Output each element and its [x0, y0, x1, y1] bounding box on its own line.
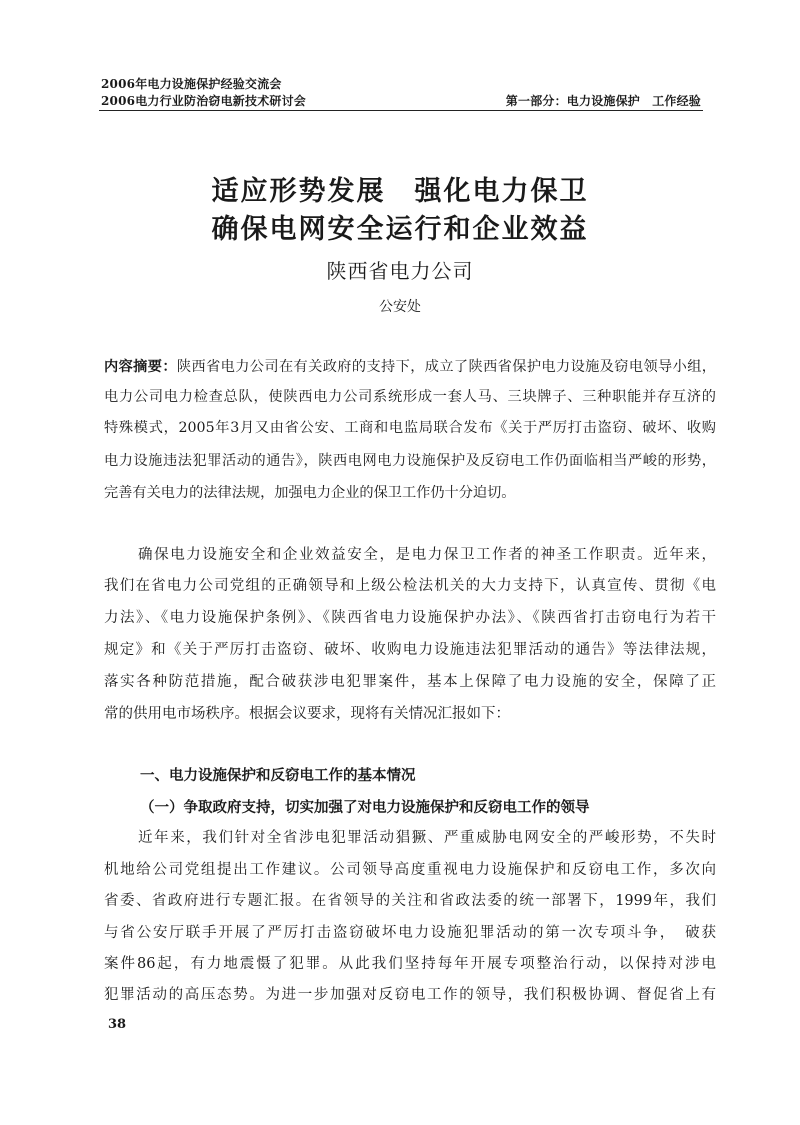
intro-line: 我们在省电力公司党组的正确领导和上级公检法机关的大力支持下，认真宣传、贯彻《电: [104, 578, 716, 594]
body-line: 机地给公司党组提出工作建议。公司领导高度重视电力设施保护和反窃电工作，多次向: [104, 862, 716, 878]
abstract-line: 电力公司电力检查总队，使陕西电力公司系统形成一套人马、三块牌子、三种职能并存互济的: [104, 389, 716, 405]
abstract-label: 内容摘要：: [104, 359, 177, 375]
body-line: 案件86起，有力地震慑了犯罪。从此我们坚持每年开展专项整治行动，以保持对涉电: [104, 956, 716, 972]
intro-line: 规定》和《关于严厉打击盗窃、破坏、收购电力设施违法犯罪活动的通告》等法律法规，: [104, 642, 716, 658]
department: 公安处: [379, 299, 421, 315]
intro-line: 力法》、《电力设施保护条例》、《陕西省电力设施保护办法》、《陕西省打击窃电行为若干: [104, 610, 716, 626]
abstract-line: 特殊模式，2005年3月又由省公安、工商和电监局联合发布《关于严厉打击盗窃、破坏、收购: [104, 420, 716, 436]
body-line: 省委、省政府进行专题汇报。在省领导的关注和省政法委的统一部署下，1999年，我们: [104, 893, 716, 909]
abstract-text: 陕西省电力公司在有关政府的支持下，成立了陕西省保护电力设施及窃电领导小组，: [176, 359, 716, 375]
intro-line: 确保电力设施安全和企业效益安全，是电力保卫工作者的神圣工作职责。近年来，: [138, 547, 716, 563]
header-rule: [99, 110, 703, 111]
header-conference-2: 2006电力行业防治窃电新技术研讨会: [101, 94, 306, 108]
intro-line: 常的供用电市场秩序。根据会议要求，现将有关情况汇报如下：: [104, 706, 510, 722]
title-line-1: 适应形势发展 强化电力保卫: [211, 176, 589, 207]
author: 陕西省电力公司: [326, 259, 474, 283]
title-line-2: 确保电网安全运行和企业效益: [211, 214, 589, 245]
section-heading: 一、电力设施保护和反窃电工作的基本情况: [140, 767, 416, 784]
page-number: 38: [108, 1017, 127, 1032]
subsection-heading: （一）争取政府支持，切实加强了对电力设施保护和反窃电工作的领导: [140, 799, 590, 816]
intro-line: 落实各种防范措施，配合破获涉电犯罪案件，基本上保障了电力设施的安全，保障了正: [104, 674, 716, 690]
header-section: 第一部分：电力设施保护 工作经验: [505, 94, 701, 108]
abstract-line: 完善有关电力的法律法规，加强电力企业的保卫工作仍十分迫切。: [104, 485, 516, 501]
body-line: 犯罪活动的高压态势。为进一步加强对反窃电工作的领导，我们积极协调、督促省上有: [104, 987, 716, 1003]
header-conference-1: 2006年电力设施保护经验交流会: [101, 77, 282, 91]
abstract-line: 电力设施违法犯罪活动的通告》，陕西电网电力设施保护及反窃电工作仍面临相当严峻的形势，: [104, 453, 716, 469]
body-line: 近年来，我们针对全省涉电犯罪活动猖獗、严重威胁电网安全的严峻形势，不失时: [138, 830, 716, 846]
body-line: 与省公安厅联手开展了严厉打击盗窃破坏电力设施犯罪活动的第一次专项斗争， 破获: [104, 925, 716, 941]
abstract-line: [104, 356, 716, 376]
